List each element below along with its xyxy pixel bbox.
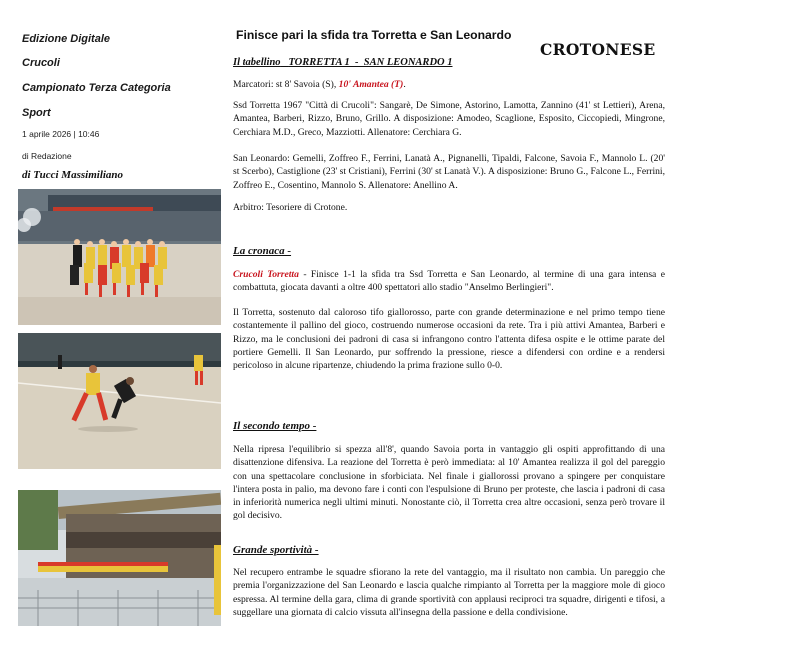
brand-logo: CROTONESE [540, 40, 656, 59]
marcatori-suffix: . [403, 79, 406, 90]
secondo-tempo-heading: Il secondo tempo - [233, 420, 317, 432]
article-headline: Finisce pari la sfida tra Torretta e San Leonardo [236, 28, 512, 42]
author-name: di Tucci Massimiliano [22, 169, 124, 181]
tabellino-heading [233, 56, 665, 69]
marcatori-prefix: Marcatori: st 8' Savoia (S), [233, 79, 339, 90]
torretta-lineup: Ssd Torretta 1967 "Città di Crucoli": Sangarè, De Simone, Astorino, Lamotta, Zannino (41' st Lettieri), Arena, Amantea, Barberi, Rizzo, Bruno, Grillo. A disposizione: Amodeo, Scaglione, Esposito, Ciccopiedi, Mingrone, Cerchiara M.D., Greco, Mazziotti. Allenatore: Cerchiara G. [233, 100, 665, 138]
cronaca-lead-text: - Finisce 1-1 la sfida tra Ssd Torretta e San Leonardo, al termine di una gara intensa e combattuta, giocata davanti a oltre 400 spettatori allo stadio "Anselmo Berlingieri". [233, 269, 665, 294]
publish-date: 1 aprile 2026 | 10:46 [22, 129, 100, 139]
san-leonardo-lineup: San Leonardo: Gemelli, Zoffreo F., Ferrini, Lanatà A., Pignanelli, Tipaldi, Falcone, Savoia F., Mannolo L. (20' st Scerbo), Castiglione (23' st Cristiani), Ferrini (30' st Lanatà V.). A disposizione: Bruno G., Falcone L., Ferrini, Zoffreo E., Cosentino, Mannolo S. Allenatore: Anellino A. [233, 153, 665, 191]
championship-label: Campionato Terza Categoria [22, 82, 171, 94]
secondo-tempo-paragraph: Nella ripresa l'equilibrio si spezza all'8', quando Savoia porta in vantaggio gli ospiti approfittando di una disattenzione difensiva. La reazione del Torretta è però immediata: al 10' Amantea realizza il gol del pareggio con una spettacolare conclusione in sforbiciata. Nel finale i giallorossi provano a spingere per conquistare l'intera posta in palio, ma devono fare i conti con l'espulsione di Bruno per proteste, che lascia i padroni di casa in inferiorità numerica negli ultimi minuti. Nonostante ciò, il Torretta crea altre occasioni, senza però trovare il gol decisivo. [233, 444, 665, 522]
cronaca-paragraph: Il Torretta, sostenuto dal caloroso tifo giallorosso, parte con grande determinazione e nel primo tempo tiene costantemente il pallino del gioco, costruendo numerose occasioni da rete. Tra i più attivi Amantea, Barberi e Rizzo, ma le conclusioni dei padroni di casa si infrangono contro l'attenta difesa ospite e le ottime parate del portiere Gemelli. Il San Leonardo, pur soffrendo la pressione, riesce a difendersi con ordine e a rendersi pericoloso in alcune ripartenze, chiudendo la prima frazione sullo 0-0. [233, 307, 665, 372]
city-label: Crucoli [22, 57, 60, 69]
cronaca-heading: La cronaca - [233, 245, 292, 257]
marcatori-highlight: 10' Amantea (T) [338, 79, 404, 90]
section-label: Sport [22, 107, 51, 119]
match-action-photo [18, 333, 221, 469]
byline-redazione: di Redazione [22, 151, 72, 161]
cronaca-lead-highlight: Crucoli Torretta [233, 269, 299, 280]
cronaca-lead [233, 268, 665, 295]
arbitro: Arbitro: Tesoriere di Crotone. [233, 202, 348, 213]
stadium-stands-photo [18, 490, 221, 626]
tabellino-label: Il tabellino [233, 57, 281, 68]
tabellino-score: TORRETTA 1 - SAN LEONARDO 1 [288, 57, 453, 68]
edition-label: Edizione Digitale [22, 33, 111, 45]
marcatori [233, 78, 665, 91]
sportivita-heading: Grande sportività - [233, 544, 319, 556]
team-photo [18, 189, 221, 325]
sportivita-paragraph: Nel recupero entrambe le squadre sfiorano la rete del vantaggio, ma il risultato non cambia. Un pareggio che premia l'organizzazione del San Leonardo e lascia qualche rimpianto al Torretta per la maggiore mole di gioco espressa. Al termine della gara, clima di grande sportività con applausi reciproci tra squadre, dirigenti e tifosi, a suggellare una giornata di calcio vissuta all'insegna della passione e della condivisione. [233, 567, 665, 618]
